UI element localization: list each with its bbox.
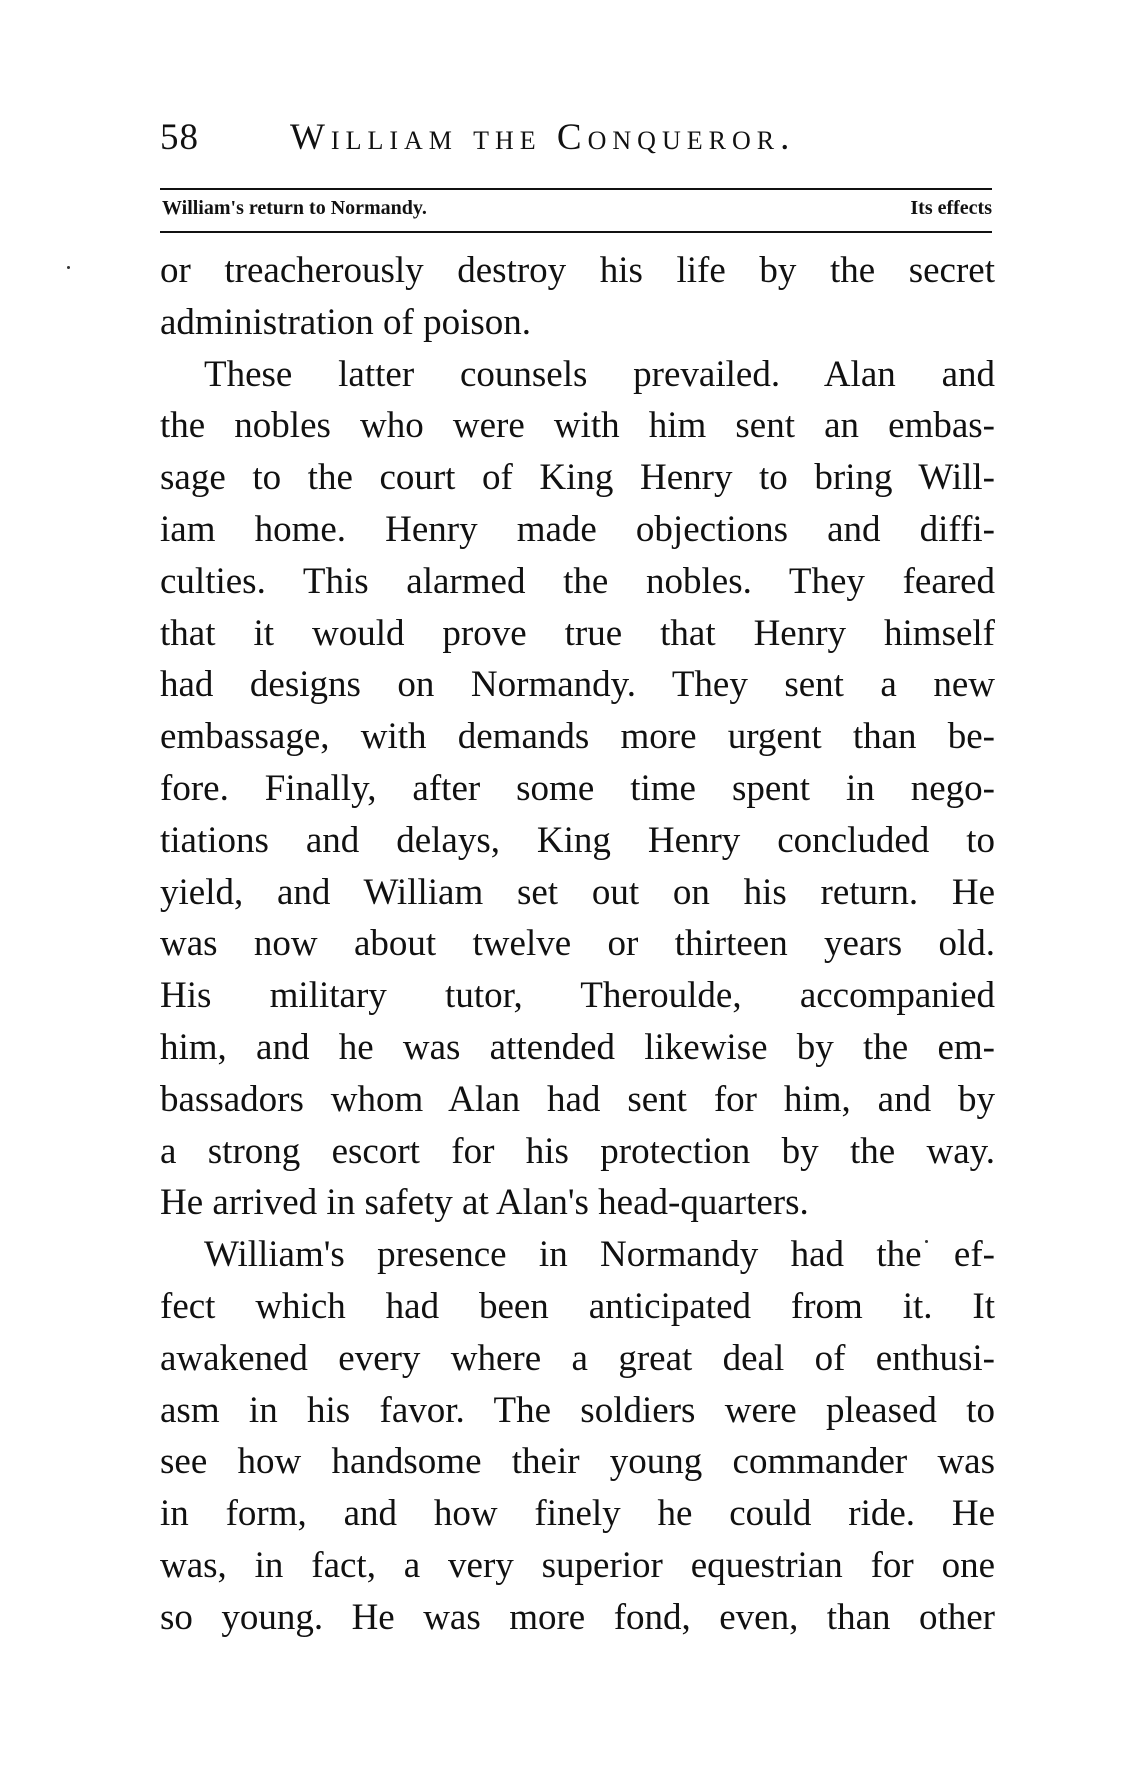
text-line: tiations and delays, King Henry concluded to bbox=[160, 819, 995, 861]
right-subheading: Its effects bbox=[910, 197, 992, 219]
running-header bbox=[160, 116, 990, 166]
text-line: His military tutor, Theroulde, accompanied bbox=[160, 975, 995, 1017]
text-line: bassadors whom Alan had sent for him, and by bbox=[160, 1078, 995, 1120]
subheading-bar bbox=[162, 197, 992, 220]
text-line: awakened every where a great deal of enthusi- bbox=[160, 1337, 995, 1379]
text-line: was, in fact, a very superior equestrian for one bbox=[160, 1544, 995, 1586]
text-line: embassage, with demands more urgent than be- bbox=[160, 716, 995, 758]
header-rule-top bbox=[160, 188, 992, 190]
text-line: culties. This alarmed the nobles. They feared bbox=[160, 560, 995, 602]
running-title: William the Conqueror. bbox=[290, 117, 796, 158]
text-line: administration of poison. bbox=[160, 301, 531, 343]
text-line: see how handsome their young commander was bbox=[160, 1441, 995, 1483]
text-line: in form, and how finely he could ride. He bbox=[160, 1493, 995, 1535]
page-number: 58 bbox=[160, 117, 199, 158]
text-line: so young. He was more fond, even, than other bbox=[160, 1596, 995, 1638]
text-line: William's presence in Normandy had the ef- bbox=[204, 1234, 995, 1276]
text-line: that it would prove true that Henry himself bbox=[160, 612, 995, 654]
header-rule-bottom bbox=[160, 231, 992, 233]
text-line: or treacherously destroy his life by the secret bbox=[160, 250, 995, 291]
text-line: him, and he was attended likewise by the em- bbox=[160, 1026, 995, 1068]
text-line: was now about twelve or thirteen years old. bbox=[160, 923, 995, 965]
text-line: These latter counsels prevailed. Alan and bbox=[204, 353, 995, 395]
text-line: fect which had been anticipated from it. It bbox=[160, 1285, 995, 1327]
text-line: a strong escort for his protection by the way. bbox=[160, 1130, 995, 1172]
text-line: sage to the court of King Henry to bring Will- bbox=[160, 457, 995, 499]
text-line: He arrived in safety at Alan's head-quarters. bbox=[160, 1182, 809, 1224]
text-line: iam home. Henry made objections and diffi- bbox=[160, 508, 995, 550]
text-line: yield, and William set out on his return. He bbox=[160, 871, 995, 913]
text-line: had designs on Normandy. They sent a new bbox=[160, 664, 995, 706]
print-speck bbox=[67, 266, 70, 269]
text-line: asm in his favor. The soldiers were pleased to bbox=[160, 1389, 995, 1431]
body-text bbox=[160, 245, 995, 1644]
text-line: fore. Finally, after some time spent in nego- bbox=[160, 767, 995, 809]
text-line: the nobles who were with him sent an embas- bbox=[160, 405, 995, 447]
left-subheading: William's return to Normandy. bbox=[162, 197, 427, 219]
